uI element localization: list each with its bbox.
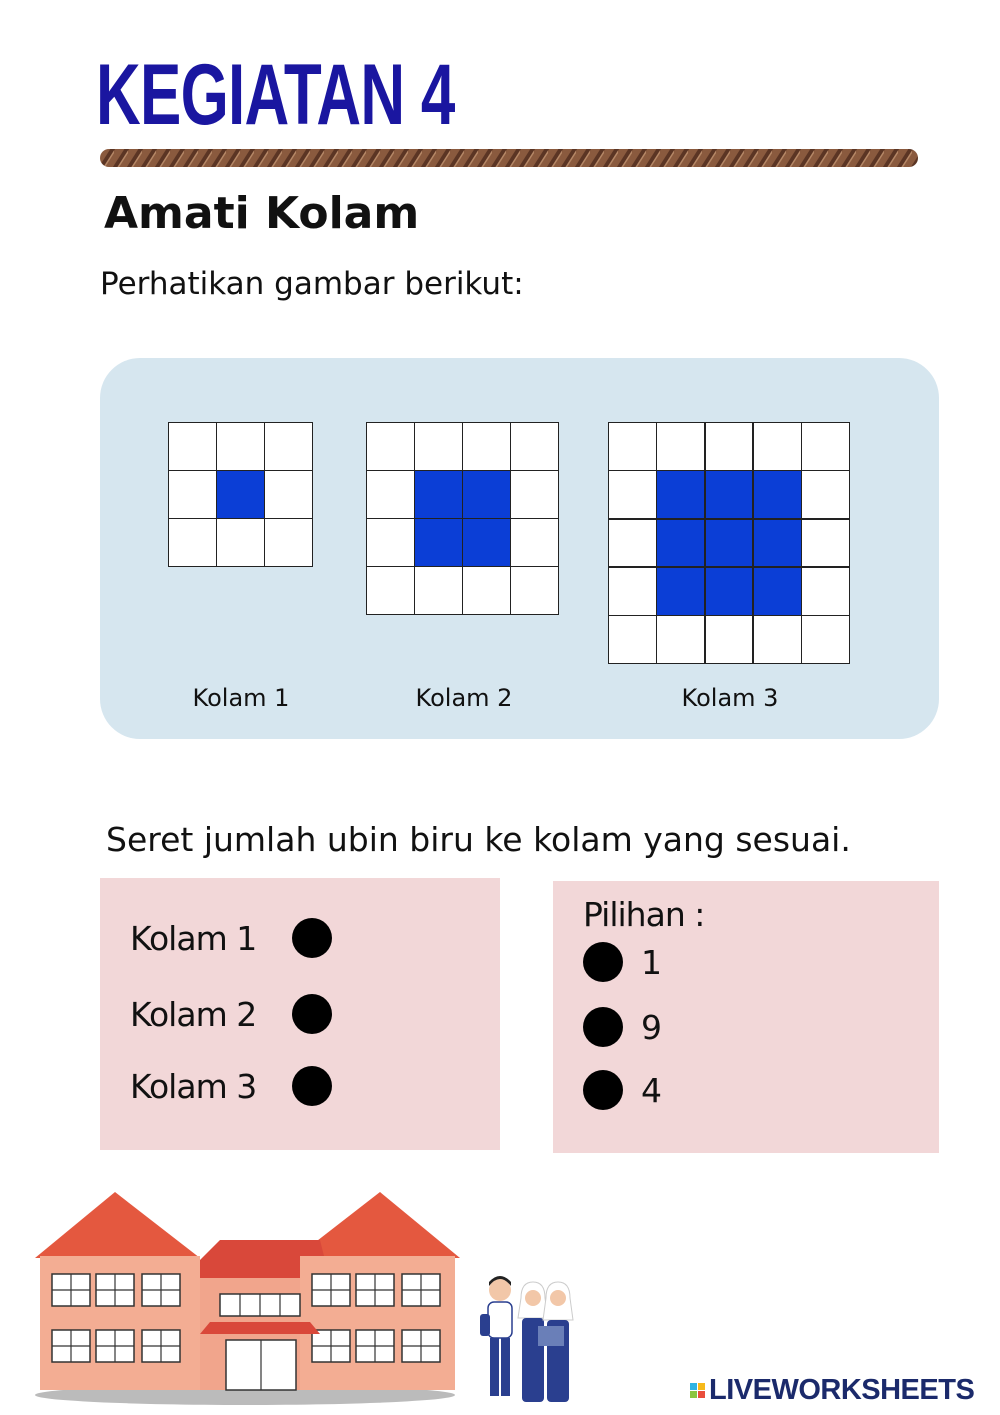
white-tile [367, 519, 414, 566]
pool-2-grid [366, 422, 559, 615]
blue-tile [415, 471, 462, 518]
blue-tile [706, 520, 753, 567]
blue-tile [754, 471, 801, 518]
section-subtitle: Amati Kolam [104, 188, 420, 239]
white-tile [367, 567, 414, 614]
white-tile [754, 423, 801, 470]
blue-tile [463, 471, 510, 518]
target-row-pool-1 [130, 918, 332, 958]
drop-target-pool-2[interactable] [292, 994, 332, 1034]
white-tile [657, 616, 704, 663]
white-tile [367, 423, 414, 470]
white-tile [802, 616, 849, 663]
blue-tile [657, 520, 704, 567]
white-tile [217, 423, 264, 470]
option-item[interactable] [583, 1070, 662, 1110]
blue-tile [657, 471, 704, 518]
watermark-text: LIVEWORKSHEETS [709, 1374, 975, 1406]
white-tile [265, 471, 312, 518]
blue-tile [657, 568, 704, 615]
white-tile [415, 423, 462, 470]
pool-2-label: Kolam 2 [415, 684, 513, 712]
blue-tile [706, 471, 753, 518]
blue-tile [463, 519, 510, 566]
options-title: Pilihan : [583, 895, 705, 934]
target-row-pool-3 [130, 1066, 332, 1106]
white-tile [415, 567, 462, 614]
pool-3-grid [608, 422, 850, 664]
white-tile [609, 471, 656, 518]
white-tile [609, 568, 656, 615]
white-tile [706, 616, 753, 663]
target-row-pool-2 [130, 994, 332, 1034]
pool-1-grid [168, 422, 313, 567]
options-box [553, 881, 939, 1153]
drag-handle-option-1[interactable] [583, 942, 623, 982]
blue-tile [415, 519, 462, 566]
white-tile [609, 616, 656, 663]
white-tile [511, 471, 558, 518]
white-tile [265, 519, 312, 566]
white-tile [657, 423, 704, 470]
target-label-pool-2: Kolam 2 [130, 994, 257, 1034]
option-value: 4 [641, 1070, 662, 1110]
blue-tile [754, 520, 801, 567]
pool-3-label: Kolam 3 [681, 684, 779, 712]
drop-target-pool-1[interactable] [292, 918, 332, 958]
white-tile [706, 423, 753, 470]
liveworksheets-logo-icon [690, 1383, 705, 1398]
white-tile [802, 423, 849, 470]
white-tile [802, 568, 849, 615]
white-tile [754, 616, 801, 663]
white-tile [802, 520, 849, 567]
drop-targets-box [100, 878, 500, 1150]
drop-target-pool-3[interactable] [292, 1066, 332, 1106]
white-tile [802, 471, 849, 518]
school-building-illustration [30, 1190, 470, 1405]
rope-divider [100, 147, 918, 169]
students-illustration [478, 1268, 578, 1406]
instruction-text: Perhatikan gambar berikut: [100, 266, 524, 302]
white-tile [217, 519, 264, 566]
white-tile [169, 519, 216, 566]
white-tile [463, 567, 510, 614]
white-tile [169, 471, 216, 518]
white-tile [463, 423, 510, 470]
white-tile [511, 519, 558, 566]
liveworksheets-watermark [690, 1374, 974, 1407]
option-item[interactable] [583, 1007, 662, 1047]
white-tile [511, 567, 558, 614]
option-value: 9 [641, 1007, 662, 1047]
drag-handle-option-3[interactable] [583, 1070, 623, 1110]
option-item[interactable] [583, 942, 662, 982]
page-title: KEGIATAN 4 [96, 47, 455, 143]
question-text: Seret jumlah ubin biru ke kolam yang sesuai. [106, 820, 851, 859]
white-tile [511, 423, 558, 470]
pool-panel [100, 358, 939, 739]
blue-tile [706, 568, 753, 615]
white-tile [609, 423, 656, 470]
white-tile [265, 423, 312, 470]
pool-1-label: Kolam 1 [192, 684, 290, 712]
blue-tile [754, 568, 801, 615]
option-value: 1 [641, 942, 662, 982]
white-tile [367, 471, 414, 518]
drag-handle-option-2[interactable] [583, 1007, 623, 1047]
target-label-pool-3: Kolam 3 [130, 1066, 257, 1106]
target-label-pool-1: Kolam 1 [130, 918, 257, 958]
blue-tile [217, 471, 264, 518]
white-tile [609, 520, 656, 567]
white-tile [169, 423, 216, 470]
